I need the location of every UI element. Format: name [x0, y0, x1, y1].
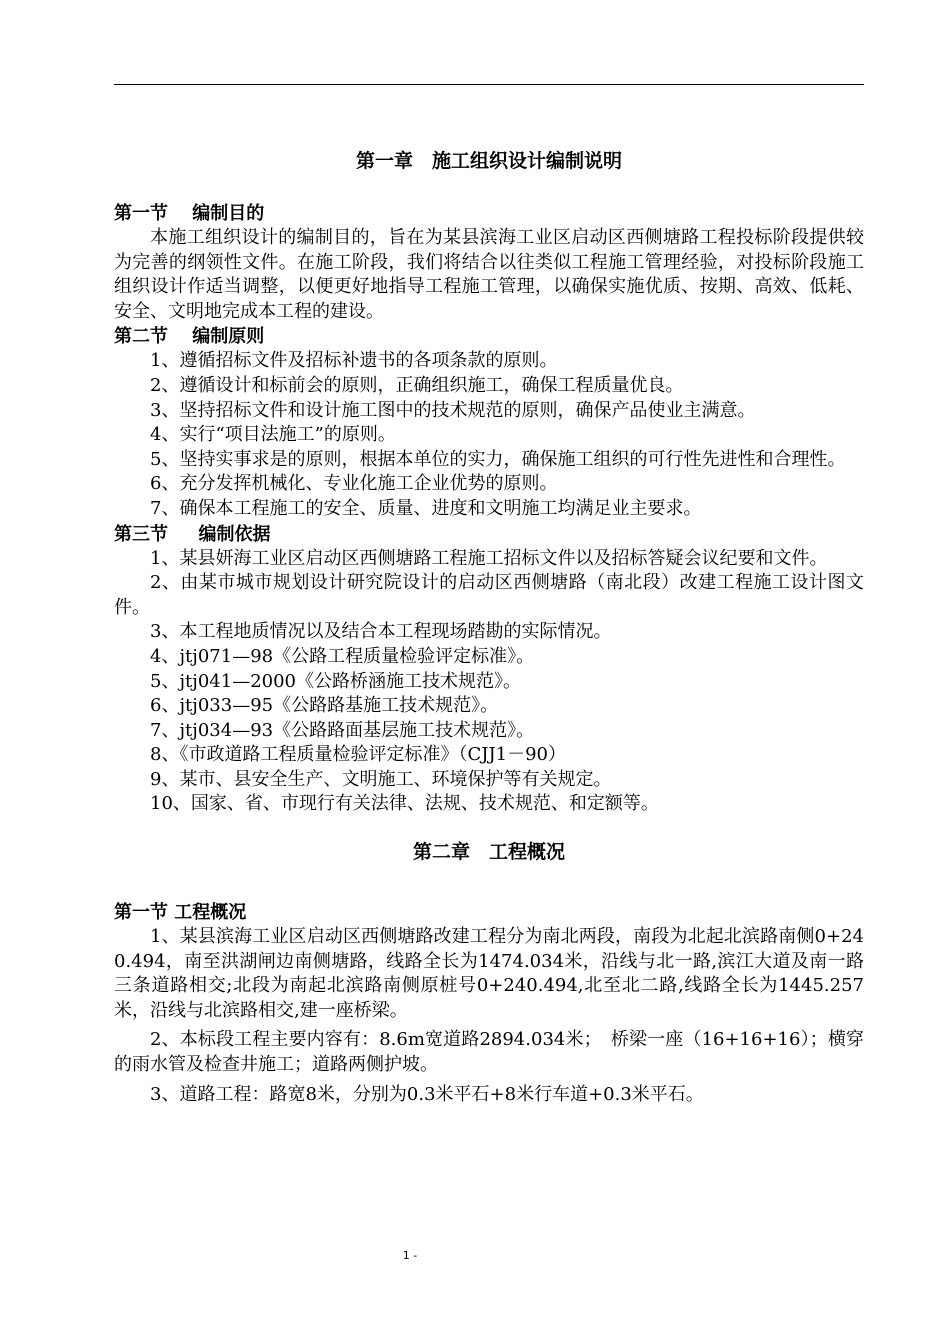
basis-item: 8、《市政道路工程质量检验评定标准》（CJJ1－90）	[150, 744, 567, 766]
basis-item: 3、本工程地质情况以及结合本工程现场踏勘的实际情况。	[150, 621, 612, 643]
section-1-1-paragraph: 本施工组织设计的编制目的，旨在为某县滨海工业区启动区西侧塘路工程投标阶段提供较为完善的纲领性文件。在施工阶段，我们将结合以往类似工程施工管理经验，对投标阶段施工组织设计作适当调整，以便更好地指导工程施工管理，以确保实施优质、按期、高效、低耗、安全、文明地完成本工程的建设。	[114, 227, 864, 322]
overview-item: 1、某县滨海工业区启动区西侧塘路改建工程分为南北两段，南段为北起北滨路南侧0+240.494，南至洪湖闸边南侧塘路，线路全长为1474.034米，沿线与北一路,滨江大道及南一路三条道路相交;北段为南起北滨路南侧原桩号0+240.494,北至北二路,线路全长为1445.257米，沿线与北滨路相交,建一座桥梁。	[114, 926, 864, 1021]
principle-item: 7、确保本工程施工的安全、质量、进度和文明施工均满足业主要求。	[150, 497, 702, 519]
principle-item: 3、坚持招标文件和设计施工图中的技术规范的原则，确保产品使业主满意。	[150, 399, 756, 421]
overview-item: 3、道路工程：路宽8米，分别为0.3米平石+8米行车道+0.3米平石。	[150, 1083, 704, 1105]
basis-item: 1、某县妍海工业区启动区西侧塘路工程施工招标文件以及招标答疑会议纪要和文件。	[150, 547, 828, 569]
section-1-2-title: 第二节 编制原则	[114, 326, 265, 348]
principle-item: 2、遵循设计和标前会的原则，正确组织施工，确保工程质量优良。	[150, 374, 684, 396]
header-rule	[114, 84, 864, 85]
page-number: 1 -	[402, 1249, 418, 1262]
basis-item: 9、某市、县安全生产、文明施工、环境保护等有关规定。	[150, 768, 612, 790]
section-1-1-title: 第一节 编制目的	[114, 203, 265, 224]
basis-item: 2、由某市城市规划设计研究院设计的启动区西侧塘路（南北段）改建工程施工设计图文件。	[114, 572, 864, 618]
principle-item: 6、充分发挥机械化、专业化施工企业优势的原则。	[150, 473, 558, 495]
basis-item: 7、jtj034—93《公路路面基层施工技术规范》。	[150, 719, 535, 741]
basis-item: 5、jtj041—2000《公路桥涵施工技术规范》。	[150, 670, 522, 692]
basis-item: 4、jtj071—98《公路工程质量检验评定标准》。	[150, 645, 535, 667]
document-body	[114, 146, 864, 1107]
basis-item: 6、jtj033—95《公路路基施工技术规范》。	[150, 695, 499, 717]
principle-item: 5、坚持实事求是的原则，根据本单位的实力，确保施工组织的可行性先进性和合理性。	[150, 448, 846, 470]
section-1-3-title: 第三节 编制依据	[114, 523, 271, 545]
overview-item: 2、本标段工程主要内容有：8.6m宽道路2894.034米； 桥梁一座（16+16+16）；横穿的雨水管及检查井施工；道路两侧护坡。	[114, 1029, 864, 1076]
basis-item: 10、国家、省、市现行有关法律、法规、技术规范、和定额等。	[150, 793, 659, 815]
section-2-1-title: 第一节 工程概况	[114, 902, 247, 924]
chapter-2-title: 第二章 工程概况	[412, 841, 565, 864]
principle-item: 1、遵循招标文件及招标补遗书的各项条款的原则。	[150, 350, 558, 372]
principle-item: 4、实行“项目法施工”的原则。	[150, 424, 396, 446]
chapter-1-title: 第一章 施工组织设计编制说明	[355, 150, 622, 172]
